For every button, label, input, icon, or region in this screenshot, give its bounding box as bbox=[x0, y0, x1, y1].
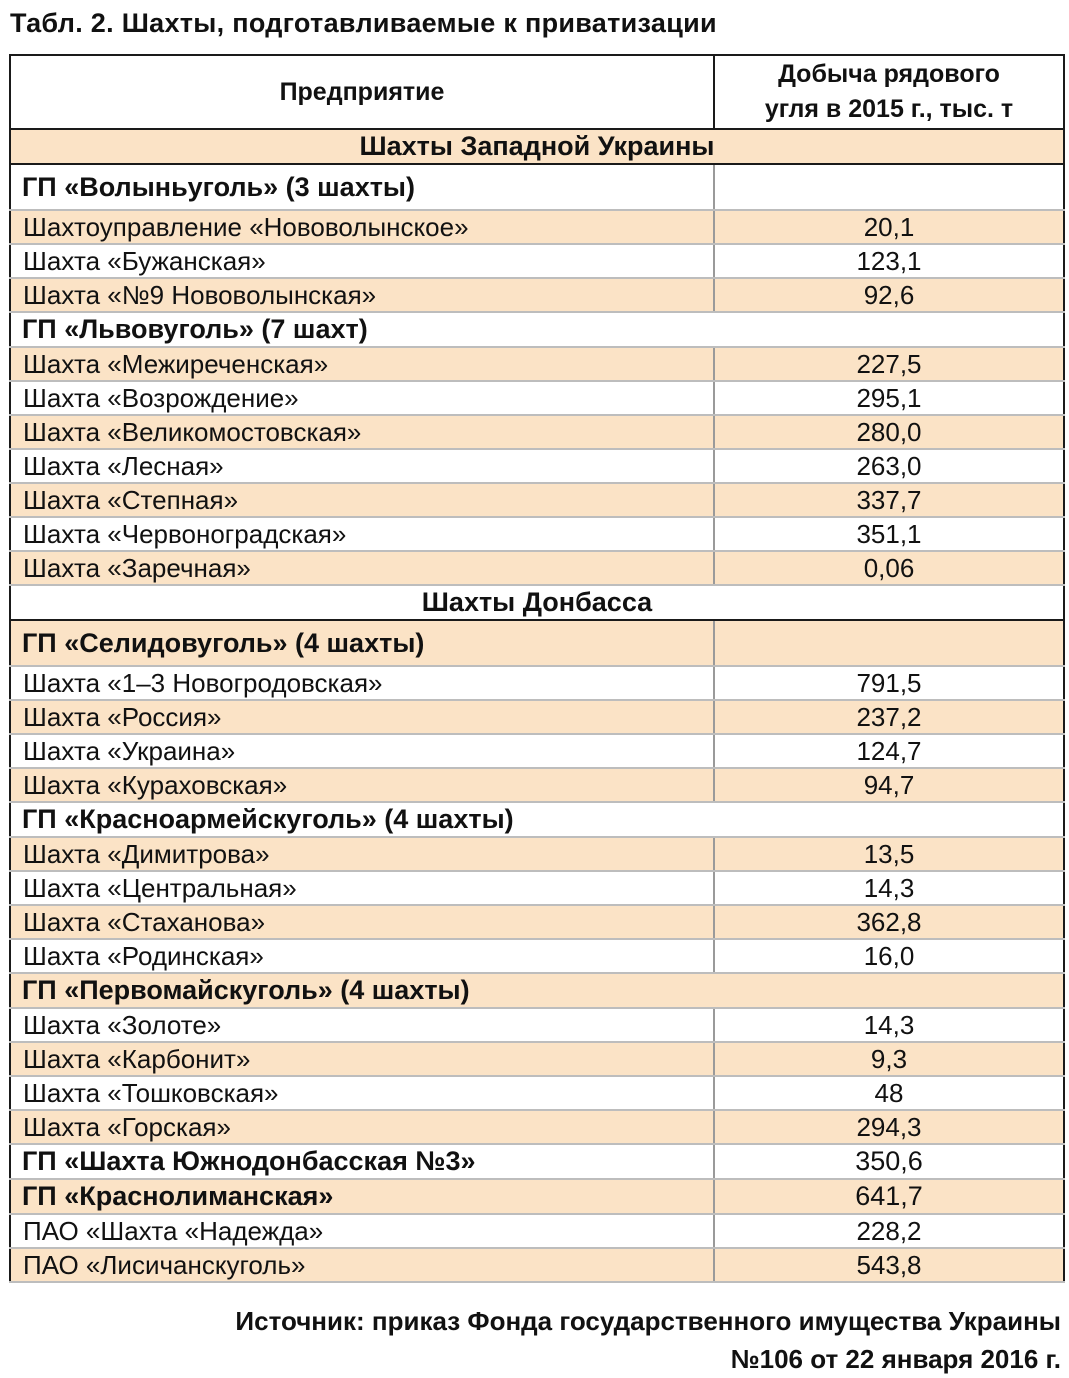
header-production bbox=[714, 55, 1064, 129]
table-row bbox=[10, 871, 1064, 905]
mine-production: 280,0 bbox=[714, 415, 1064, 449]
enterprise-production: 228,2 bbox=[714, 1214, 1064, 1248]
mine-production: 16,0 bbox=[714, 939, 1064, 973]
mine-name: Шахта «Димитрова» bbox=[10, 837, 714, 871]
table-row bbox=[10, 415, 1064, 449]
mine-production: 14,3 bbox=[714, 1008, 1064, 1042]
mine-name: Шахта «Центральная» bbox=[10, 871, 714, 905]
mine-name: Шахта «Великомостовская» bbox=[10, 415, 714, 449]
group-empty-cell bbox=[714, 620, 1064, 666]
table-row bbox=[10, 210, 1064, 244]
group-empty-cell bbox=[714, 164, 1064, 210]
table-row bbox=[10, 939, 1064, 973]
mine-name: Шахта «Червоноградская» bbox=[10, 517, 714, 551]
mine-name: Шахта «1–3 Новогродовская» bbox=[10, 666, 714, 700]
source-line-2: №106 от 22 января 2016 г. bbox=[730, 1344, 1061, 1374]
table-row bbox=[10, 1008, 1064, 1042]
mine-production: 92,6 bbox=[714, 278, 1064, 312]
mine-name: Шахта «Стаханова» bbox=[10, 905, 714, 939]
mine-name: Шахта «Украина» bbox=[10, 734, 714, 768]
enterprise-name: ГП «Краснолиманская» bbox=[10, 1179, 714, 1214]
mine-production: 48 bbox=[714, 1076, 1064, 1110]
mine-production: 263,0 bbox=[714, 449, 1064, 483]
table-row bbox=[10, 551, 1064, 585]
table-row bbox=[10, 347, 1064, 381]
group-row-selidovo bbox=[10, 620, 1064, 666]
mine-name: Шахтоуправление «Нововолынское» bbox=[10, 210, 714, 244]
group-row-krasnoarm bbox=[10, 802, 1064, 837]
table-row bbox=[10, 905, 1064, 939]
enterprise-name: ПАО «Шахта «Надежда» bbox=[10, 1214, 714, 1248]
table-title: Табл. 2. Шахты, подготавливаемые к приватизации bbox=[10, 8, 717, 38]
mines-table bbox=[9, 54, 1065, 1283]
table-row bbox=[10, 244, 1064, 278]
mine-production: 20,1 bbox=[714, 210, 1064, 244]
header-production-line1: Добыча рядового bbox=[778, 59, 1000, 88]
table-header-row bbox=[10, 55, 1064, 129]
table-row bbox=[10, 837, 1064, 871]
mine-production: 237,2 bbox=[714, 700, 1064, 734]
group-title: ГП «Львовуголь» (7 шахт) bbox=[10, 312, 1064, 347]
mine-production: 791,5 bbox=[714, 666, 1064, 700]
mine-name: Шахта «Золоте» bbox=[10, 1008, 714, 1042]
source-note bbox=[235, 1302, 1061, 1378]
group-title: ГП «Красноармейскуголь» (4 шахты) bbox=[10, 802, 1064, 837]
mine-production: 124,7 bbox=[714, 734, 1064, 768]
mine-production: 0,06 bbox=[714, 551, 1064, 585]
group-title: ГП «Селидовуголь» (4 шахты) bbox=[10, 620, 714, 666]
group-row-pervomaisk bbox=[10, 973, 1064, 1008]
table-row bbox=[10, 1076, 1064, 1110]
table-row bbox=[10, 517, 1064, 551]
mine-name: Шахта «Тошковская» bbox=[10, 1076, 714, 1110]
table-row bbox=[10, 1042, 1064, 1076]
header-enterprise: Предприятие bbox=[10, 55, 714, 129]
mine-production: 294,3 bbox=[714, 1110, 1064, 1144]
mine-name: Шахта «Родинская» bbox=[10, 939, 714, 973]
table-row bbox=[10, 381, 1064, 415]
mine-name: Шахта «Карбонит» bbox=[10, 1042, 714, 1076]
table-row bbox=[10, 1214, 1064, 1248]
table-row bbox=[10, 1248, 1064, 1282]
section-row-west bbox=[10, 129, 1064, 164]
header-production-line2: угля в 2015 г., тыс. т bbox=[764, 95, 1014, 123]
mine-name: Шахта «Межиреченская» bbox=[10, 347, 714, 381]
table-row bbox=[10, 666, 1064, 700]
table-row bbox=[10, 278, 1064, 312]
mine-name: Шахта «Россия» bbox=[10, 700, 714, 734]
table-row bbox=[10, 700, 1064, 734]
enterprise-name: ПАО «Лисичанскуголь» bbox=[10, 1248, 714, 1282]
standalone-row-krasnolimanskaya bbox=[10, 1179, 1064, 1214]
table-row bbox=[10, 449, 1064, 483]
mine-name: Шахта «Кураховская» bbox=[10, 768, 714, 802]
mine-production: 295,1 bbox=[714, 381, 1064, 415]
table-row bbox=[10, 483, 1064, 517]
section-row-donbass bbox=[10, 585, 1064, 620]
mine-name: Шахта «Лесная» bbox=[10, 449, 714, 483]
enterprise-production: 543,8 bbox=[714, 1248, 1064, 1282]
mine-production: 14,3 bbox=[714, 871, 1064, 905]
mine-production: 13,5 bbox=[714, 837, 1064, 871]
group-row-volyn bbox=[10, 164, 1064, 210]
mine-production: 351,1 bbox=[714, 517, 1064, 551]
standalone-row-yuzhnodonbass bbox=[10, 1144, 1064, 1179]
table-row bbox=[10, 1110, 1064, 1144]
section-title: Шахты Донбасса bbox=[10, 585, 1064, 620]
mine-production: 9,3 bbox=[714, 1042, 1064, 1076]
enterprise-name: ГП «Шахта Южнодонбасская №3» bbox=[10, 1144, 714, 1179]
mine-name: Шахта «Заречная» bbox=[10, 551, 714, 585]
mine-name: Шахта «Возрождение» bbox=[10, 381, 714, 415]
mine-name: Шахта «Бужанская» bbox=[10, 244, 714, 278]
section-title: Шахты Западной Украины bbox=[10, 129, 1064, 164]
mine-production: 337,7 bbox=[714, 483, 1064, 517]
table-row bbox=[10, 768, 1064, 802]
source-line-1: Источник: приказ Фонда государственного имущества Украины bbox=[235, 1306, 1061, 1336]
group-title: ГП «Волыньуголь» (3 шахты) bbox=[10, 164, 714, 210]
mine-name: Шахта «Горская» bbox=[10, 1110, 714, 1144]
mine-production: 94,7 bbox=[714, 768, 1064, 802]
table-row bbox=[10, 734, 1064, 768]
mine-production: 123,1 bbox=[714, 244, 1064, 278]
group-title: ГП «Первомайскуголь» (4 шахты) bbox=[10, 973, 1064, 1008]
mine-production: 227,5 bbox=[714, 347, 1064, 381]
mine-production: 362,8 bbox=[714, 905, 1064, 939]
mine-name: Шахта «№9 Нововолынская» bbox=[10, 278, 714, 312]
enterprise-production: 641,7 bbox=[714, 1179, 1064, 1214]
mine-name: Шахта «Степная» bbox=[10, 483, 714, 517]
enterprise-production: 350,6 bbox=[714, 1144, 1064, 1179]
group-row-lviv bbox=[10, 312, 1064, 347]
